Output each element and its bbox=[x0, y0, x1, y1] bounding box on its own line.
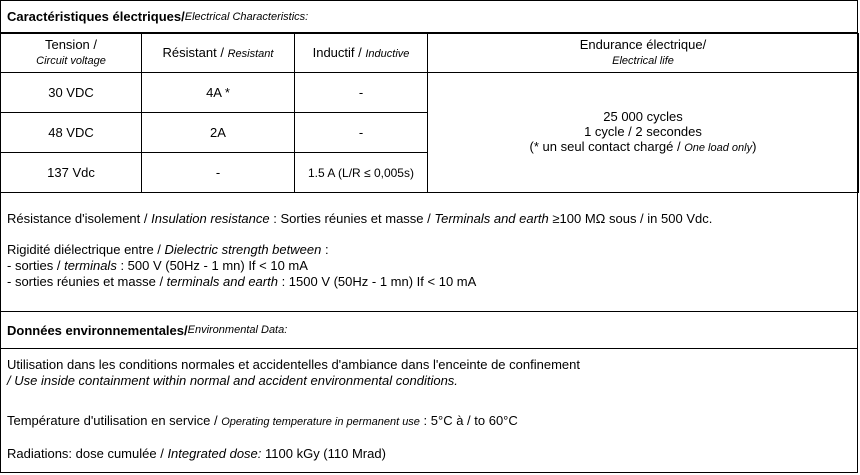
environmental-section-title: Données environnementales / Environmental Data: bbox=[1, 311, 857, 349]
insulation-line: Résistance d'isolement / Insulation resistance : Sorties réunies et masse / Terminals and earth ≥100 MΩ sous / in 500 Vdc. bbox=[7, 211, 713, 226]
cell-resistive: - bbox=[142, 153, 295, 193]
cell-endurance bbox=[428, 73, 859, 193]
cell-voltage: 30 VDC bbox=[1, 73, 142, 113]
dielectric-line-terminals: - sorties / terminals : 500 V (50Hz - 1 mn) If < 10 mA bbox=[7, 258, 308, 273]
cell-voltage: 137 Vdc bbox=[1, 153, 142, 193]
cell-inductive: - bbox=[295, 73, 428, 113]
radiation-line: Radiations: dose cumulée / Integrated dose: 1100 kGy (110 Mrad) bbox=[7, 446, 386, 461]
electrical-title-en: Electrical Characteristics: bbox=[184, 10, 309, 23]
header-voltage: Tension / Circuit voltage bbox=[1, 34, 142, 73]
title-separator: / bbox=[181, 9, 185, 24]
header-resistive: Résistant / Resistant bbox=[142, 34, 295, 73]
usage-conditions bbox=[1, 357, 580, 389]
header-endurance: Endurance électrique/ Electrical life bbox=[428, 34, 859, 73]
dielectric-block bbox=[1, 242, 857, 290]
endurance-rate: 1 cycle / 2 secondes bbox=[584, 124, 702, 139]
cell-resistive: 4A * bbox=[142, 73, 295, 113]
dielectric-line-earth: - sorties réunies et masse / terminals and earth : 1500 V (50Hz - 1 mn) If < 10 mA bbox=[7, 274, 477, 289]
table-header-row bbox=[1, 34, 859, 73]
cell-resistive: 2A bbox=[142, 113, 295, 153]
env-title-en: Environmental Data: bbox=[187, 324, 288, 336]
cell-inductive: 1.5 A (L/R ≤ 0,005s) bbox=[295, 153, 428, 193]
endurance-note: (* un seul contact chargé / One load only) bbox=[529, 139, 757, 154]
electrical-table bbox=[0, 33, 859, 193]
temperature-line: Température d'utilisation en service / Operating temperature in permanent use : 5°C à / to 60°C bbox=[7, 413, 518, 428]
electrical-title-fr: Caractéristiques électriques bbox=[7, 9, 182, 24]
endurance-cycles: 25 000 cycles bbox=[603, 109, 683, 124]
table-row bbox=[1, 73, 859, 113]
dielectric-title: Rigidité diélectrique entre / Dielectric strength between : bbox=[7, 242, 329, 257]
cell-voltage: 48 VDC bbox=[1, 113, 142, 153]
usage-fr: Utilisation dans les conditions normales et accidentelles d'ambiance dans l'enceinte de confinement bbox=[7, 357, 580, 372]
usage-en: / Use inside containment within normal and accident environmental conditions. bbox=[7, 373, 458, 388]
electrical-section-title bbox=[1, 1, 857, 33]
header-inductive: Inductif / Inductive bbox=[295, 34, 428, 73]
cell-inductive: - bbox=[295, 113, 428, 153]
env-title-fr: Données environnementales bbox=[7, 322, 184, 338]
